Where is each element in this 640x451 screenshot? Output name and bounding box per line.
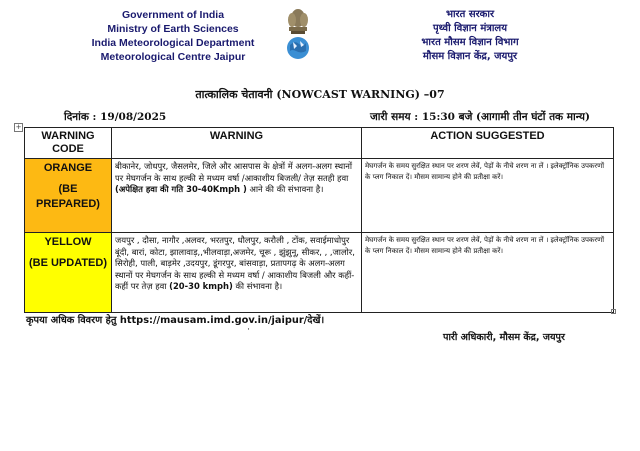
state-emblem-icon — [283, 4, 313, 66]
orange-code-cell — [25, 159, 112, 233]
table-row — [25, 159, 614, 233]
imd-jaipur-link[interactable]: https://mausam.imd.gov.in/jaipur/ — [119, 315, 308, 326]
warning-tail: आने की की संभावना है। — [249, 184, 324, 194]
header-hindi — [355, 8, 585, 64]
stray-mark: ˙ — [246, 328, 251, 339]
code-label: ORANGE — [43, 162, 93, 174]
orange-warning-text — [112, 159, 362, 233]
code-label: YELLOW — [44, 236, 92, 248]
table-move-handle-icon[interactable]: + — [15, 123, 22, 131]
table-row — [25, 233, 614, 313]
yellow-warning-text — [112, 233, 362, 313]
yellow-code-cell — [25, 233, 112, 313]
footer-note — [26, 313, 324, 326]
header-line: भारत मौसम विज्ञान विभाग — [421, 37, 519, 48]
header-line: भारत सरकार — [445, 9, 495, 20]
page-title: तात्कालिक चेतावनी (NOWCAST WARNING) –07 — [195, 88, 445, 101]
footer-suffix: देखें। — [307, 315, 325, 326]
header-line: Ministry of Earth Sciences — [107, 23, 239, 35]
header-action: ACTION SUGGESTED — [362, 128, 614, 159]
table-header-row — [25, 128, 614, 159]
header-line: Government of India — [121, 9, 225, 21]
orange-action-text: मेघगर्जन के समय सुरक्षित स्थान पर शरण लेवें, पेड़ों के नीचे शरण ना लें । इलेक्ट्रॉनिक उपकरणों के प्लग निकाल दें। मौसम सामान्य होने की प्रतीक्षा करें। — [362, 159, 614, 233]
header-english — [68, 8, 278, 64]
signature: पारी अधिकारी, मौसम केंद्र, जयपुर — [443, 332, 565, 343]
header-warning-code — [25, 128, 112, 159]
header-line: Meteorological Centre Jaipur — [100, 51, 246, 63]
footer-prefix: कृपया अधिक विवरण हेतु — [26, 315, 117, 326]
yellow-action-text: मेघगर्जन के समय सुरक्षित स्थान पर शरण लेवें, पेड़ों के नीचे शरण ना लें । इलेक्ट्रॉनिक उपकरणों के प्लग निकाल दें। मौसम सामान्य होने की प्रतीक्षा करें। — [362, 233, 614, 313]
header-line: मौसम विज्ञान केंद्र, जयपुर — [422, 51, 518, 62]
header-code-line: CODE — [52, 143, 84, 155]
header-warning: WARNING — [112, 128, 362, 159]
code-note: PREPARED) — [36, 198, 100, 210]
warning-wind-speed: (20-30 kmph) — [169, 281, 233, 291]
warning-body: बीकानेर, जोधपुर, जैसलमेर, जिले और आसपास के क्षेत्रों में अलग-अलग स्थानों पर मेघगर्जन के साथ हल्की से मध्यम वर्षा /आकाशीय बिजली/ तेज़ सतही हवा — [115, 161, 353, 183]
code-note: (BE UPDATED) — [28, 257, 107, 269]
issue-time: जारी समय : 15:30 बजे (आगामी तीन घंटों तक मान्य) — [370, 111, 590, 123]
warning-table — [24, 127, 614, 313]
warning-body: जयपुर , दौसा, नागौर ,अलवर, भरतपुर, धौलपुर, करौली , टोंक, सवाईमाधोपुर बूंदी, बारां, कोटा, झालावाड़,,भीलवाड़ा,अजमेर, चूरू , झुंझुनू, सीकर, , ,जालोर, सिरोही, पाली, बाड़मेर ,उदयपुर, डूंगरपुर, बांसवाड़ा, प्रतापगढ़ के अलग-अलग स्थानों पर मेघगर्जन के साथ हल्की से मध्यम वर्षा / आकाशीय बिजली और कहीं-कहीं पर तेज़ हवा — [115, 235, 355, 291]
warning-wind-speed: (अपेक्षित हवा की गति 30-40Kmph ) — [115, 184, 247, 194]
header-code-line: WARNING — [41, 130, 95, 142]
header-line: India Meteorological Department — [91, 37, 255, 49]
code-note: (BE — [58, 183, 78, 195]
warning-tail: की संभावना है। — [235, 281, 283, 291]
header-line: पृथ्वी विज्ञान मंत्रालय — [432, 23, 508, 34]
table-resize-handle[interactable] — [611, 309, 616, 314]
issue-date: दिनांक : 19/08/2025 — [64, 111, 167, 123]
